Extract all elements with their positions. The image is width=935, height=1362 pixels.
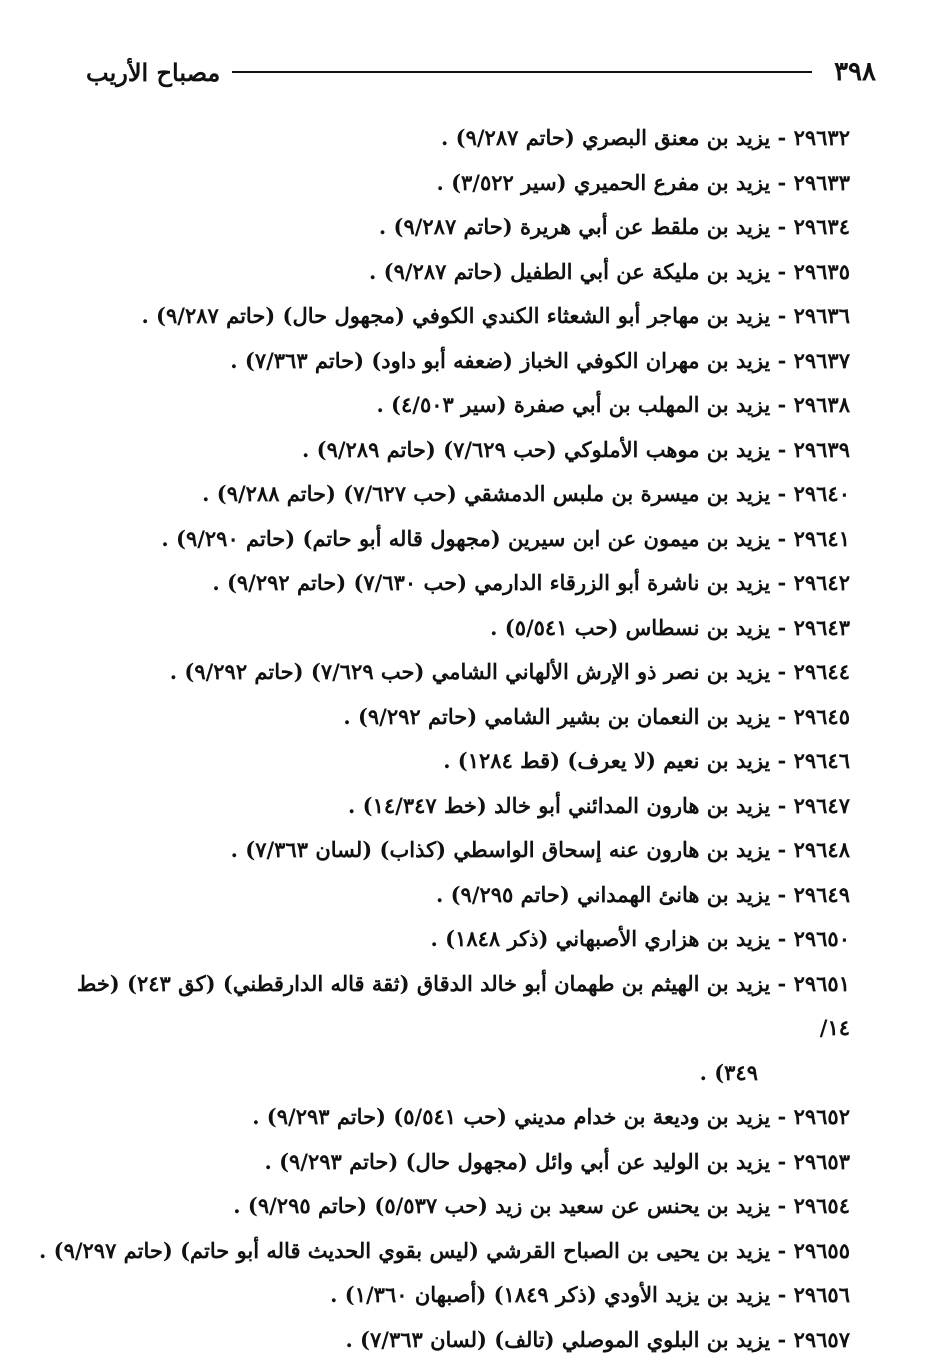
list-item [60,294,850,339]
entry-text: ٢٩٦٣٥ - يزيد بن مليكة عن أبي الطفيل (حاتم ٩/٢٨٧) . [369,259,850,284]
list-item [60,116,850,161]
list-item [60,917,850,962]
entry-text: ٢٩٦٥٦ - يزيد بن يزيد الأودي (ذكر ١٨٤٩) (أصبهان ١/٣٦٠) . [330,1282,850,1307]
entry-text: ٢٩٦٣٧ - يزيد بن مهران الكوفي الخباز (ضعفه أبو داود) (حاتم ٧/٣٦٣) . [230,348,850,373]
entry-continuation: ٣٤٩) . [60,1051,850,1096]
list-item [60,383,850,428]
list-item [60,739,850,784]
list-item [60,1318,850,1362]
entry-text: ٢٩٦٤١ - يزيد بن ميمون عن ابن سيرين (مجهول قاله أبو حاتم) (حاتم ٩/٢٩٠) . [161,526,850,551]
list-item [60,695,850,740]
entry-text: ٢٩٦٥١ - يزيد بن الهيثم بن طهمان أبو خالد الدقاق (ثقة قاله الدارقطني) (كق ٢٤٣) (خط ١٤/ [77,971,850,1041]
entry-text: ٢٩٦٤٨ - يزيد بن هارون عنه إسحاق الواسطي (كذاب) (لسان ٧/٣٦٣) . [231,837,850,862]
entry-text: ٢٩٦٣٨ - يزيد بن المهلب بن أبي صفرة (سير ٤/٥٠٣) . [376,392,850,417]
book-title: مصباح الأريب [86,58,220,87]
entry-text: ٢٩٦٥٤ - يزيد بن يحنس عن سعيد بن زيد (حب ٥/٥٣٧) (حاتم ٩/٢٩٥) . [233,1193,850,1218]
entry-text: ٢٩٦٥٧ - يزيد بن البلوي الموصلي (تالف) (لسان ٧/٣٦٣) . [345,1327,850,1352]
entry-text: ٢٩٦٤٢ - يزيد بن ناشرة أبو الزرقاء الدارمي (حب ٧/٦٣٠) (حاتم ٩/٢٩٢) . [212,570,850,595]
header-rule [232,71,812,73]
entry-text: ٢٩٦٥٣ - يزيد بن الوليد عن أبي وائل (مجهول حال) (حاتم ٩/٢٩٣) . [264,1149,850,1174]
list-item [60,339,850,384]
list-item [60,250,850,295]
entry-text: ٢٩٦٣٣ - يزيد بن مفرع الحميري (سير ٣/٥٢٢) . [436,170,850,195]
entry-text: ٢٩٦٤٦ - يزيد بن نعيم (لا يعرف) (قط ١٢٨٤) . [443,748,850,773]
list-item [60,161,850,206]
page-number: ٣٩٨ [834,57,876,87]
list-item [60,1184,850,1229]
list-item [60,1273,850,1318]
entry-text: ٢٩٦٤٤ - يزيد بن نصر ذو الإرش الألهاني الشامي (حب ٧/٦٢٩) (حاتم ٩/٢٩٢) . [170,659,850,684]
entry-text: ٢٩٦٤٧ - يزيد بن هارون المدائني أبو خالد (خط ١٤/٣٤٧) . [348,793,850,818]
page-header [86,52,876,92]
entry-text: ٢٩٦٤٠ - يزيد بن ميسرة بن ملبس الدمشقي (حب ٧/٦٢٧) (حاتم ٩/٢٨٨) . [202,481,850,506]
list-item [60,873,850,918]
list-item [60,1140,850,1185]
list-item [60,517,850,562]
entry-text: ٢٩٦٥٢ - يزيد بن وديعة بن خدام مديني (حب ٥/٥٤١) (حاتم ٩/٢٩٣) . [252,1104,850,1129]
entry-text: ٢٩٦٣٤ - يزيد بن ملقط عن أبي هريرة (حاتم ٩/٢٨٧) . [379,214,850,239]
entry-text: ٢٩٦٤٩ - يزيد بن هانئ الهمداني (حاتم ٩/٢٩٥) . [436,882,850,907]
list-item [60,561,850,606]
list-item [60,1229,850,1274]
entry-text: ٢٩٦٣٦ - يزيد بن مهاجر أبو الشعثاء الكندي الكوفي (مجهول حال) (حاتم ٩/٢٨٧) . [141,303,850,328]
entry-text: ٢٩٦٥٠ - يزيد بن هزاري الأصبهاني (ذكر ١٨٤٨) . [431,926,850,951]
entry-text: ٢٩٦٣٢ - يزيد بن معنق البصري (حاتم ٩/٢٨٧) . [441,125,850,150]
list-item [60,606,850,651]
list-item [60,784,850,829]
list-item [60,1095,850,1140]
list-item [60,828,850,873]
entry-text: ٢٩٦٤٣ - يزيد بن نسطاس (حب ٥/٥٤١) . [490,615,850,640]
list-item [60,650,850,695]
list-item [60,962,850,1096]
list-item [60,472,850,517]
list-item [60,428,850,473]
entry-text: ٢٩٦٥٥ - يزيد بن يحيى بن الصباح القرشي (ليس بقوي الحديث قاله أبو حاتم) (حاتم ٩/٢٩٧) . [39,1238,850,1263]
entry-list [60,116,850,1362]
entry-text: ٢٩٦٣٩ - يزيد بن موهب الأملوكي (حب ٧/٦٢٩) (حاتم ٩/٢٨٩) . [302,437,850,462]
list-item [60,205,850,250]
entry-text: ٢٩٦٤٥ - يزيد بن النعمان بن بشير الشامي (حاتم ٩/٢٩٢) . [343,704,850,729]
